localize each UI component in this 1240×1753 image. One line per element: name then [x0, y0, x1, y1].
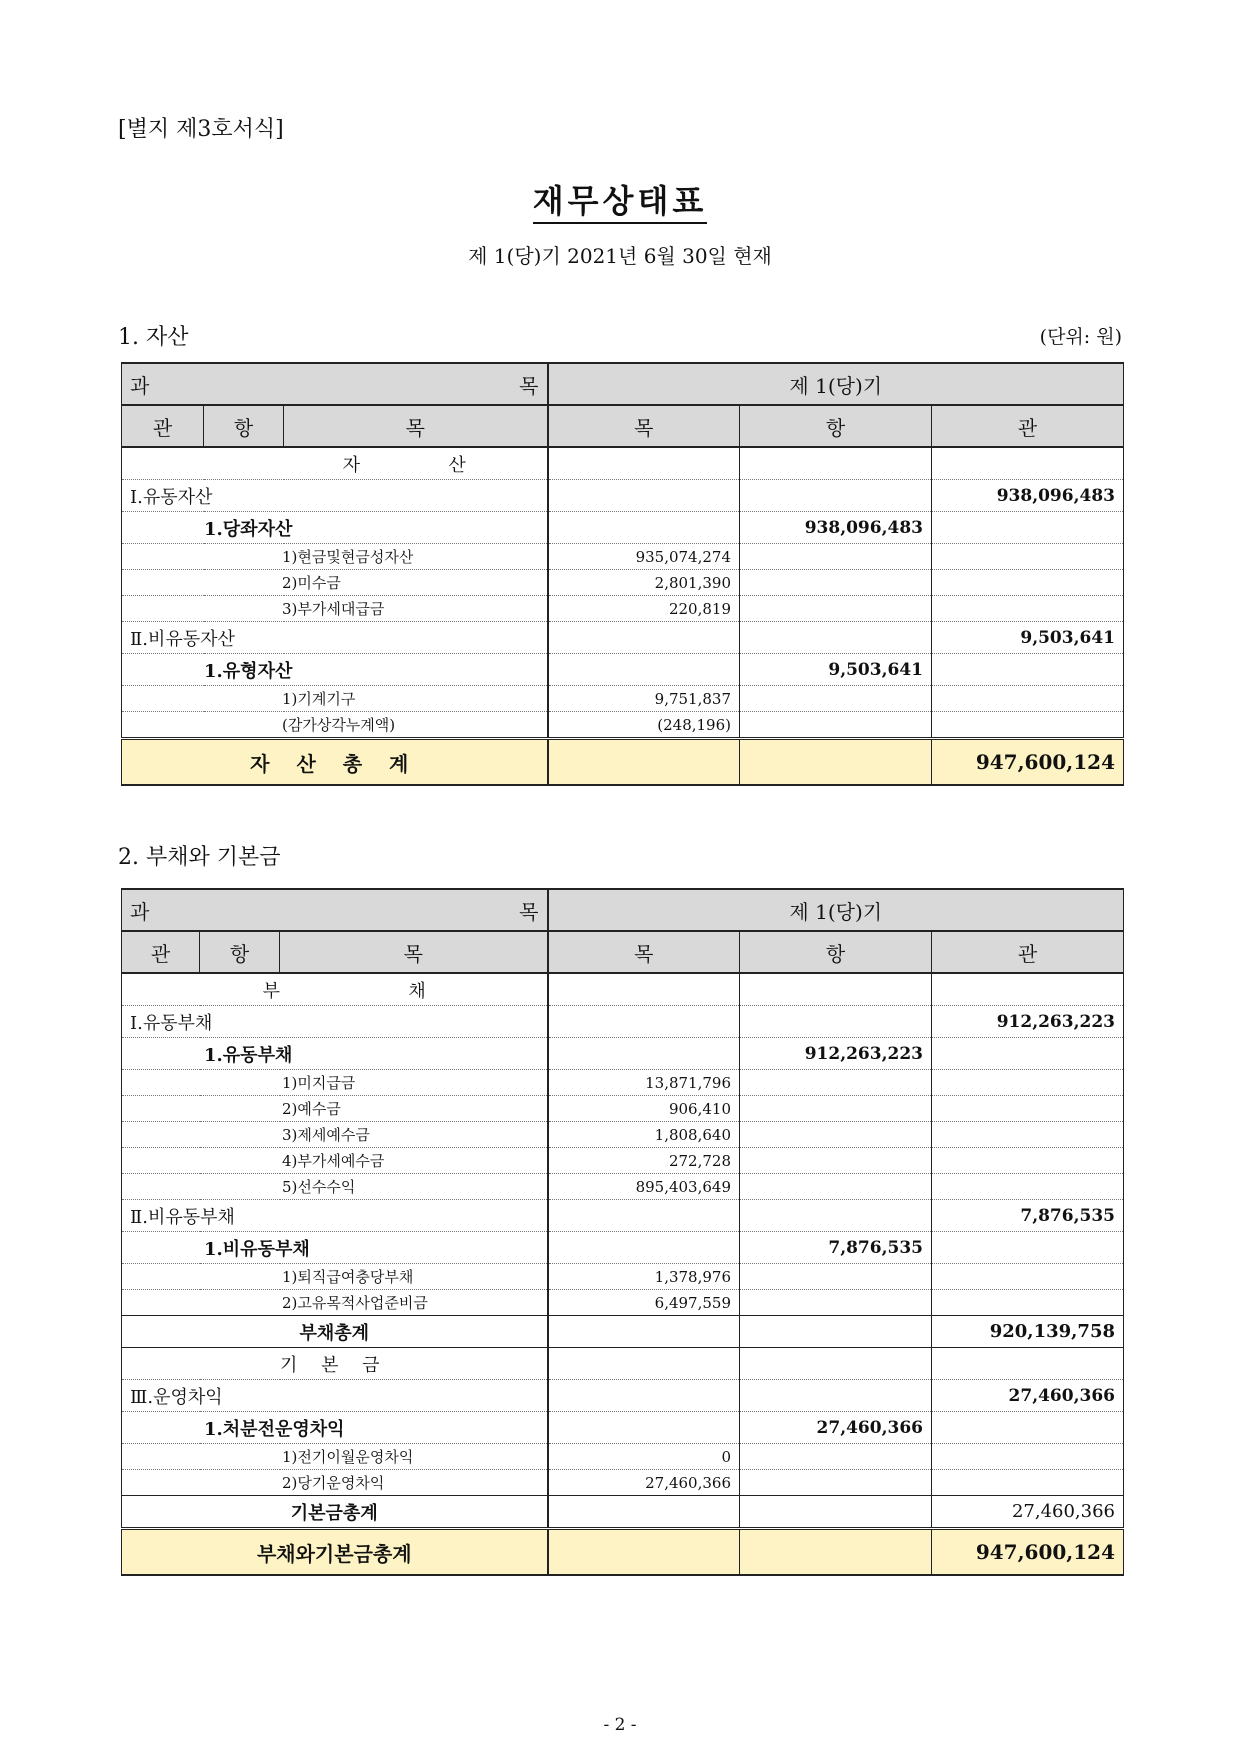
header-period: 제 1(당)기	[548, 363, 1124, 405]
assets-total-label: 자 산 총 계	[122, 739, 548, 786]
surplus-hang: 27,460,366	[740, 1412, 932, 1444]
header-mok: 목	[284, 405, 548, 447]
header-mok: 목	[280, 931, 548, 973]
surplus-row: Ⅲ.운영차익 27,460,366	[122, 1380, 1124, 1412]
liability-item-row: 1)퇴직급여충당부채 1,378,976	[122, 1264, 1124, 1290]
grand-total-row	[122, 1529, 1124, 1576]
noncurrent-assets-gwan: 9,503,641	[932, 622, 1124, 654]
header-col-mok: 목	[548, 405, 740, 447]
header-col-mok: 목	[548, 931, 740, 973]
header-row-2	[122, 931, 1124, 973]
group-label-right: 채	[408, 980, 426, 1002]
current-liabilities-gwan: 912,263,223	[932, 1006, 1124, 1038]
header-row-1	[122, 889, 1124, 931]
current-liabilities-hang: 912,263,223	[740, 1038, 932, 1070]
noncurrent-assets-row: Ⅱ.비유동자산 9,503,641	[122, 622, 1124, 654]
equity-total-row	[122, 1496, 1124, 1529]
asset-item-row: (감가상각누계액) (248,196)	[122, 712, 1124, 739]
group-label-left: 부	[262, 980, 280, 1002]
liability-item-row: 3)제세예수금 1,808,640	[122, 1122, 1124, 1148]
asset-item-row: 2)미수금 2,801,390	[122, 570, 1124, 596]
equity-group-row	[122, 1348, 1124, 1380]
group-label-left: 자	[342, 454, 360, 476]
liabilities-total-row	[122, 1316, 1124, 1348]
equity-group-label: 기 본 금	[122, 1348, 548, 1380]
header-gwamok-left: 과	[130, 373, 150, 398]
date-line: 제 1(당)기 2021년 6월 30일 현재	[468, 244, 772, 268]
current-assets-row: Ⅰ.유동자산 938,096,483	[122, 480, 1124, 512]
header-gwamok-right: 목	[519, 373, 539, 398]
tangible-assets-hang: 9,503,641	[740, 654, 932, 686]
header-gwamok-left: 과	[130, 899, 150, 924]
noncurrent-liabilities-hang: 7,876,535	[740, 1232, 932, 1264]
header-col-gwan: 관	[932, 405, 1124, 447]
liability-item-row: 1)미지급금 13,871,796	[122, 1070, 1124, 1096]
grand-total-label: 부채와기본금총계	[122, 1529, 548, 1576]
group-row-liabilities	[122, 973, 1124, 1006]
equity-total-label: 기본금총계	[122, 1496, 548, 1529]
tangible-assets-row: 1.유형자산 9,503,641	[122, 654, 1124, 686]
surplus-gwan: 27,460,366	[932, 1380, 1124, 1412]
current-liabilities-sub-row: 1.유동부채 912,263,223	[122, 1038, 1124, 1070]
equity-total-gwan: 27,460,366	[932, 1496, 1124, 1529]
liability-item-row: 5)선수수익 895,403,649	[122, 1174, 1124, 1200]
liabilities-table	[121, 888, 1124, 1576]
header-gwamok-right: 목	[519, 899, 539, 924]
noncurrent-liabilities-sub-row: 1.비유동부채 7,876,535	[122, 1232, 1124, 1264]
header-gwan: 관	[122, 405, 204, 447]
header-gwan: 관	[122, 931, 200, 973]
header-hang: 항	[204, 405, 284, 447]
surplus-item-row: 2)당기운영차익 27,460,366	[122, 1470, 1124, 1496]
liability-item-row: 4)부가세예수금 272,728	[122, 1148, 1124, 1174]
section-title-assets: 1. 자산	[118, 325, 189, 350]
current-liabilities-row: Ⅰ.유동부채 912,263,223	[122, 1006, 1124, 1038]
header-row-1	[122, 363, 1124, 405]
grand-total-gwan: 947,600,124	[932, 1529, 1124, 1576]
noncurrent-liabilities-row: Ⅱ.비유동부채 7,876,535	[122, 1200, 1124, 1232]
quick-assets-row: 1.당좌자산 938,096,483	[122, 512, 1124, 544]
page-number: - 2 -	[603, 1715, 637, 1735]
asset-item-row: 1)현금및현금성자산 935,074,274	[122, 544, 1124, 570]
asset-item-row: 3)부가세대급금 220,819	[122, 596, 1124, 622]
header-col-hang: 항	[740, 931, 932, 973]
group-label-right: 산	[448, 454, 466, 476]
liabilities-total-label: 부채총계	[122, 1316, 548, 1348]
noncurrent-liabilities-gwan: 7,876,535	[932, 1200, 1124, 1232]
quick-assets-hang: 938,096,483	[740, 512, 932, 544]
assets-total-gwan: 947,600,124	[932, 739, 1124, 786]
surplus-item-row: 1)전기이월운영차익 0	[122, 1444, 1124, 1470]
current-assets-gwan: 938,096,483	[932, 480, 1124, 512]
header-col-hang: 항	[740, 405, 932, 447]
asset-item-row: 1)기계기구 9,751,837	[122, 686, 1124, 712]
assets-total-row	[122, 739, 1124, 786]
form-label: [별지 제3호서식]	[118, 117, 284, 142]
unit-label: (단위: 원)	[1039, 326, 1122, 348]
group-row-assets	[122, 447, 1124, 480]
liability-item-row: 2)예수금 906,410	[122, 1096, 1124, 1122]
header-row-2	[122, 405, 1124, 447]
header-hang: 항	[200, 931, 280, 973]
header-col-gwan: 관	[932, 931, 1124, 973]
assets-table	[121, 362, 1124, 786]
document-title: 재무상태표	[0, 176, 1240, 222]
liability-item-row: 2)고유목적사업준비금 6,497,559	[122, 1290, 1124, 1316]
liabilities-total-gwan: 920,139,758	[932, 1316, 1124, 1348]
header-period: 제 1(당)기	[548, 889, 1124, 931]
section-title-liabilities: 2. 부채와 기본금	[118, 845, 281, 870]
surplus-sub-row: 1.처분전운영차익 27,460,366	[122, 1412, 1124, 1444]
